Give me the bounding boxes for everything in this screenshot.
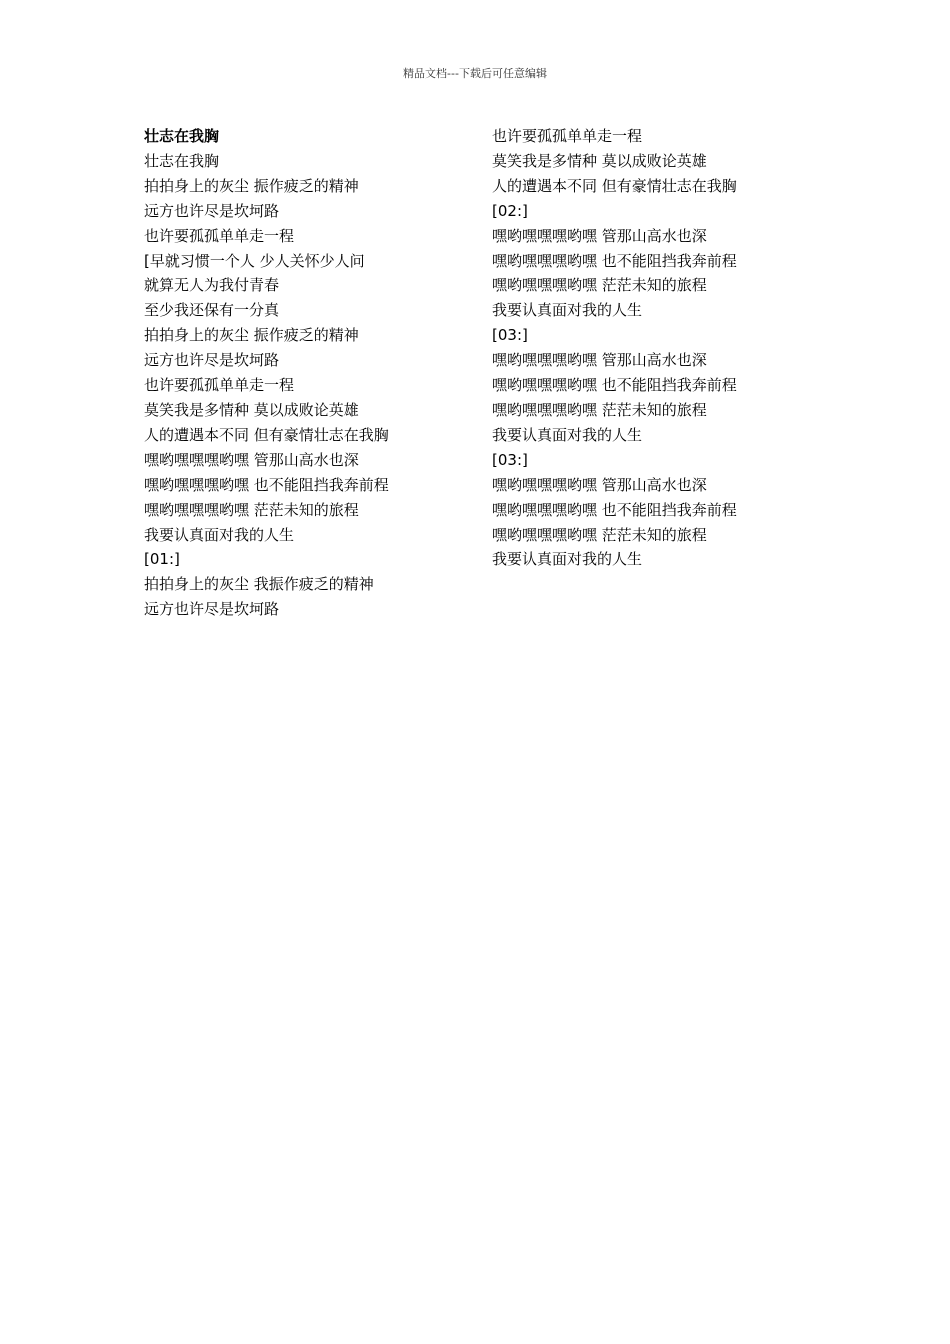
lyric-line: 我要认真面对我的人生	[492, 550, 643, 569]
timestamp-marker: [03:]	[492, 450, 528, 469]
lyric-line: 远方也许尽是坎坷路	[144, 600, 280, 619]
lyric-line: 嘿哟嘿嘿嘿哟嘿 茫茫未知的旅程	[492, 525, 707, 544]
lyric-line: 嘿哟嘿嘿嘿哟嘿 也不能阻挡我奔前程	[492, 376, 737, 395]
lyric-line: 远方也许尽是坎坷路	[144, 351, 280, 370]
timestamp-marker: [02:]	[492, 201, 528, 220]
lyric-line: 嘿哟嘿嘿嘿哟嘿 管那山高水也深	[144, 450, 359, 469]
lyric-line: 我要认真面对我的人生	[144, 525, 295, 544]
lyric-line: [早就习惯一个人 少人关怀少人问	[144, 251, 365, 270]
lyric-line: 也许要孤孤单单走一程	[144, 376, 295, 395]
lyric-line: 拍拍身上的灰尘 我振作疲乏的精神	[144, 575, 374, 594]
lyric-line: 嘿哟嘿嘿嘿哟嘿 管那山高水也深	[492, 226, 707, 245]
lyric-line: 我要认真面对我的人生	[492, 425, 643, 444]
lyric-line: 我要认真面对我的人生	[492, 301, 643, 320]
lyrics-column-right	[492, 124, 812, 572]
lyric-line: 也许要孤孤单单走一程	[144, 226, 295, 245]
lyric-line: 嘿哟嘿嘿嘿哟嘿 管那山高水也深	[492, 475, 707, 494]
lyric-line: 拍拍身上的灰尘 振作疲乏的精神	[144, 326, 359, 345]
lyric-line: 嘿哟嘿嘿嘿哟嘿 也不能阻挡我奔前程	[144, 475, 389, 494]
lyric-line: 也许要孤孤单单走一程	[492, 127, 643, 145]
lyric-line: 嘿哟嘿嘿嘿哟嘿 茫茫未知的旅程	[144, 500, 359, 519]
lyric-line: 拍拍身上的灰尘 振作疲乏的精神	[144, 176, 359, 195]
lyric-line: 人的遭遇本不同 但有豪情壮志在我胸	[144, 425, 389, 444]
lyric-line: 嘿哟嘿嘿嘿哟嘿 也不能阻挡我奔前程	[492, 500, 737, 519]
lyrics-column-left	[144, 124, 464, 622]
timestamp-marker: [03:]	[492, 326, 528, 345]
lyric-line: 莫笑我是多情种 莫以成败论英雄	[144, 400, 359, 419]
lyric-line: 嘿哟嘿嘿嘿哟嘿 管那山高水也深	[492, 351, 707, 370]
lyric-line: 莫笑我是多情种 莫以成败论英雄	[492, 151, 707, 170]
lyric-line: 壮志在我胸	[144, 151, 220, 170]
lyric-line: 就算无人为我付青春	[144, 276, 280, 295]
page-header: 精品文档---下载后可任意编辑	[403, 67, 547, 80]
lyric-line: 嘿哟嘿嘿嘿哟嘿 也不能阻挡我奔前程	[492, 251, 737, 270]
song-title: 壮志在我胸	[144, 127, 220, 145]
lyric-line: 嘿哟嘿嘿嘿哟嘿 茫茫未知的旅程	[492, 276, 707, 295]
lyric-line: 嘿哟嘿嘿嘿哟嘿 茫茫未知的旅程	[492, 400, 707, 419]
lyric-line: 至少我还保有一分真	[144, 301, 280, 320]
lyric-line: 人的遭遇本不同 但有豪情壮志在我胸	[492, 176, 737, 195]
lyric-line: 远方也许尽是坎坷路	[144, 201, 280, 220]
timestamp-marker: [01:]	[144, 550, 180, 569]
